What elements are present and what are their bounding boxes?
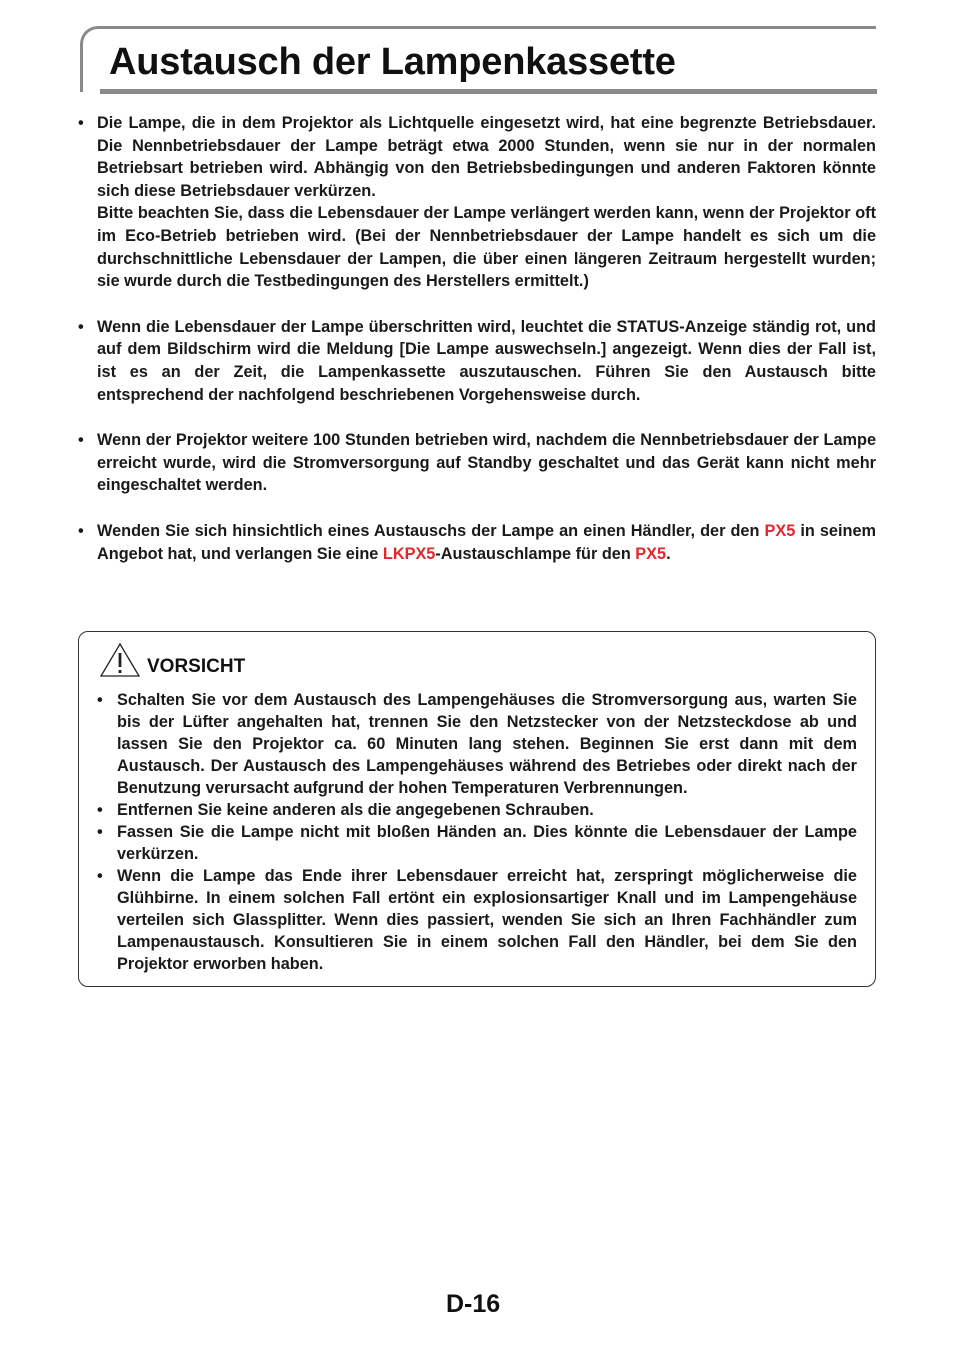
lamp-lifetime-paragraph: Die Lampe, die in dem Projektor als Lichtquelle eingesetzt wird, hat eine begrenzte Betriebsdauer. Die Nennbetriebsdauer der Lampe beträgt etwa 2000 Stunden, wenn sie nur in der normalen Betriebsart betrieben wird. Abhängig von den Betriebsbedingungen und anderen Faktoren könnte sich diese Betriebsdauer verkürzen. <box>97 114 876 200</box>
list-item <box>78 520 876 565</box>
dealer-text-2: in seinem Angebot hat, und verlangen Sie eine <box>97 521 876 563</box>
caution-item <box>97 865 857 975</box>
bullet: • <box>78 521 84 540</box>
dealer-text-3: -Austauschlampe für den <box>435 544 636 563</box>
caution-label: VORSICHT <box>147 656 246 677</box>
caution-text: Wenn die Lampe das Ende ihrer Lebensdauer erreicht hat, zerspringt möglicherweise die Glühbirne. In einem solchen Fall ertönt ein explosionsartiger Knall und im Lampengehäuse verteilen sich Glassplitter. Wenn dies passiert, wenden Sie sich an Ihren Fachhändler zum Lampenaustausch. Konsultieren Sie in einem solchen Fall den Händler, bei dem Sie den Projektor erworben haben. <box>117 867 857 973</box>
dealer-text-1: Wenden Sie sich hinsichtlich eines Austauschs der Lampe an einen Händler, der den <box>97 521 765 540</box>
model-name-px5: PX5 <box>764 521 796 540</box>
caution-item <box>97 799 857 821</box>
main-bullet-list <box>78 112 876 588</box>
status-indicator-paragraph: Wenn die Lebensdauer der Lampe überschritten wird, leuchtet die STATUS-Anzeige ständig rot, und auf dem Bildschirm wird die Meldung [Die Lampe auswechseln.] angezeigt. Wenn dies der Fall ist, ist es an der Zeit, die Lampenkassette auszutauschen. Führen Sie den Austausch bitte entsprechend der nachfolgend beschriebenen Vorgehensweise durch. <box>97 317 876 404</box>
warning-triangle-icon <box>99 642 141 678</box>
bullet: • <box>97 691 103 709</box>
dealer-text-4: . <box>666 544 671 563</box>
bullet: • <box>97 823 103 841</box>
caution-box <box>78 631 876 987</box>
list-item <box>78 429 876 497</box>
bullet: • <box>78 114 84 132</box>
caution-list <box>97 689 857 975</box>
caution-item <box>97 821 857 865</box>
bullet: • <box>97 867 103 885</box>
bullet: • <box>78 431 84 450</box>
title-underline <box>100 89 877 94</box>
standby-paragraph: Wenn der Projektor weitere 100 Stunden betrieben wird, nachdem die Nennbetriebsdauer der Lampe erreicht wurde, wird die Stromversorgung auf Standby geschaltet und das Gerät kann nicht mehr eingeschaltet werden. <box>97 431 876 495</box>
model-name-px5: PX5 <box>635 544 667 563</box>
page-title: Austausch der Lampenkassette <box>109 41 676 83</box>
bullet: • <box>97 801 103 819</box>
caution-text: Fassen Sie die Lampe nicht mit bloßen Händen an. Dies könnte die Lebensdauer der Lampe verkürzen. <box>117 823 857 863</box>
page-number: D-16 <box>446 1290 501 1318</box>
list-item <box>78 316 876 406</box>
dealer-paragraph <box>97 520 876 565</box>
eco-mode-paragraph: Bitte beachten Sie, dass die Lebensdauer der Lampe verlängert werden kann, wenn der Projektor oft im Eco-Betrieb betrieben wird. (Bei der Nennbetriebsdauer der Lampe handelt es sich um die durchschnittliche Lebensdauer der Lampen, die über einen längeren Zeitraum hergestellt wurden; sie wurde durch die Testbedingungen des Herstellers ermittelt.) <box>97 204 876 291</box>
lamp-model-lkpx5: LKPX5 <box>382 544 436 563</box>
caution-text: Schalten Sie vor dem Austausch des Lampengehäuses die Stromversorgung aus, warten Sie bis der Lüfter angehalten hat, trennen Sie den Netzstecker von der Netzsteckdose ab und lassen Sie den Projektor ca. 60 Minuten lang stehen. Beginnen Sie erst dann mit dem Austausch. Der Austausch des Lampengehäuses während des Betriebes oder direkt nach der Benutzung verursacht aufgrund der hohen Temperaturen Verbrennungen. <box>117 691 857 797</box>
caution-header <box>99 642 245 678</box>
caution-item <box>97 689 857 799</box>
bullet: • <box>78 317 84 336</box>
list-item <box>78 112 876 293</box>
caution-text: Entfernen Sie keine anderen als die angegebenen Schrauben. <box>117 801 594 819</box>
